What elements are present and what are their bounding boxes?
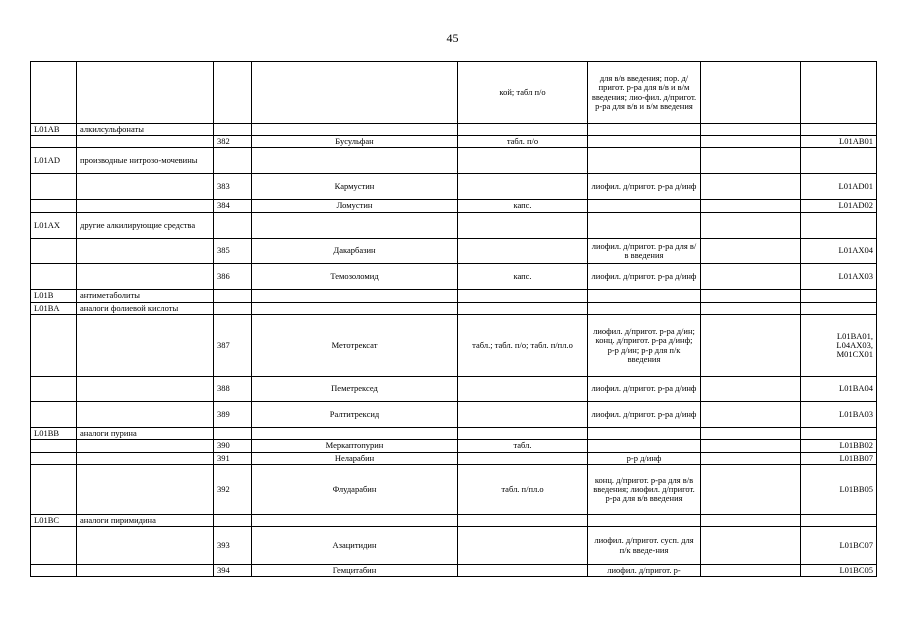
atc-group-code xyxy=(31,465,77,515)
group-name xyxy=(77,440,214,453)
drug-name xyxy=(252,213,458,239)
dosage-form: капс. xyxy=(458,200,588,213)
empty-cell xyxy=(701,515,801,527)
atc-code xyxy=(801,303,877,315)
empty-cell xyxy=(701,315,801,377)
atc-group-code: L01AD xyxy=(31,148,77,174)
empty-cell xyxy=(701,402,801,428)
table-row xyxy=(31,264,877,290)
atc-group-code xyxy=(31,440,77,453)
drug-name: Ломустин xyxy=(252,200,458,213)
empty-cell xyxy=(701,527,801,565)
dosage-form: табл.; табл. п/о; табл. п/пл.о xyxy=(458,315,588,377)
atc-group-code xyxy=(31,136,77,148)
table-row xyxy=(31,377,877,402)
dosage-form-2: лиофил. д/пригот. р-ра для в/в введения xyxy=(588,239,701,264)
empty-cell xyxy=(701,62,801,124)
drug-name xyxy=(252,303,458,315)
dosage-form: табл. п/пл.о xyxy=(458,465,588,515)
group-name xyxy=(77,402,214,428)
dosage-form xyxy=(458,124,588,136)
dosage-form-2: лиофил. д/пригот. р- xyxy=(588,565,701,577)
row-number: 389 xyxy=(214,402,252,428)
drug-table xyxy=(30,61,877,577)
dosage-form-2: лиофил. д/пригот. р-ра д/инф xyxy=(588,264,701,290)
empty-cell xyxy=(701,428,801,440)
group-name: аналоги пиримидина xyxy=(77,515,214,527)
group-name xyxy=(77,465,214,515)
atc-code: L01BB07 xyxy=(801,453,877,465)
row-number xyxy=(214,428,252,440)
atc-group-code xyxy=(31,174,77,200)
row-number: 393 xyxy=(214,527,252,565)
atc-code xyxy=(801,515,877,527)
row-number: 392 xyxy=(214,465,252,515)
row-number: 391 xyxy=(214,453,252,465)
row-number: 388 xyxy=(214,377,252,402)
drug-name xyxy=(252,148,458,174)
atc-group-code xyxy=(31,315,77,377)
drug-name: Темозоломид xyxy=(252,264,458,290)
atc-code: L01BA01, L04AX03, M01CX01 xyxy=(801,315,877,377)
dosage-form xyxy=(458,428,588,440)
dosage-form xyxy=(458,515,588,527)
row-number: 384 xyxy=(214,200,252,213)
atc-group-code: L01BA xyxy=(31,303,77,315)
atc-code: L01AB01 xyxy=(801,136,877,148)
dosage-form: табл. xyxy=(458,440,588,453)
table-row xyxy=(31,515,877,527)
group-name: аналоги пурина xyxy=(77,428,214,440)
atc-code: L01BB02 xyxy=(801,440,877,453)
empty-cell xyxy=(701,453,801,465)
drug-name: Ралтитрексид xyxy=(252,402,458,428)
drug-name: Метотрексат xyxy=(252,315,458,377)
table-row xyxy=(31,148,877,174)
dosage-form-2: лиофил. д/пригот. р-ра д/ин; конц. д/пригот. р-ра д/инф; р-р д/ин; р-р для п/к введения xyxy=(588,315,701,377)
empty-cell xyxy=(701,174,801,200)
dosage-form-2: р-р д/инф xyxy=(588,453,701,465)
drug-name: Неларабин xyxy=(252,453,458,465)
atc-code xyxy=(801,62,877,124)
row-number: 382 xyxy=(214,136,252,148)
empty-cell xyxy=(701,303,801,315)
group-name xyxy=(77,377,214,402)
dosage-form-2: конц. д/пригот. р-ра для в/в введения; лиофил. д/пригот. р-ра для в/в введения xyxy=(588,465,701,515)
group-name xyxy=(77,200,214,213)
row-number: 387 xyxy=(214,315,252,377)
table-row xyxy=(31,428,877,440)
table-row xyxy=(31,527,877,565)
empty-cell xyxy=(701,136,801,148)
atc-code: L01BA04 xyxy=(801,377,877,402)
row-number: 386 xyxy=(214,264,252,290)
atc-group-code: L01BC xyxy=(31,515,77,527)
table-row xyxy=(31,62,877,124)
group-name: алкилсульфонаты xyxy=(77,124,214,136)
dosage-form xyxy=(458,303,588,315)
empty-cell xyxy=(701,213,801,239)
atc-code xyxy=(801,290,877,303)
table-row xyxy=(31,402,877,428)
dosage-form: кой; табл п/о xyxy=(458,62,588,124)
table-row xyxy=(31,440,877,453)
empty-cell xyxy=(701,148,801,174)
empty-cell xyxy=(701,565,801,577)
drug-name: Пеметрексед xyxy=(252,377,458,402)
empty-cell xyxy=(701,124,801,136)
atc-code: L01AX03 xyxy=(801,264,877,290)
group-name xyxy=(77,239,214,264)
empty-cell xyxy=(701,290,801,303)
dosage-form xyxy=(458,148,588,174)
table-row xyxy=(31,213,877,239)
group-name: антиметаболиты xyxy=(77,290,214,303)
empty-cell xyxy=(701,264,801,290)
empty-cell xyxy=(701,440,801,453)
group-name xyxy=(77,315,214,377)
row-number xyxy=(214,303,252,315)
atc-code: L01AX04 xyxy=(801,239,877,264)
group-name xyxy=(77,565,214,577)
atc-group-code xyxy=(31,200,77,213)
dosage-form-2 xyxy=(588,515,701,527)
dosage-form xyxy=(458,453,588,465)
atc-code: L01BC07 xyxy=(801,527,877,565)
dosage-form-2 xyxy=(588,428,701,440)
row-number xyxy=(214,124,252,136)
drug-name xyxy=(252,62,458,124)
dosage-form xyxy=(458,565,588,577)
atc-group-code: L01BB xyxy=(31,428,77,440)
dosage-form: капс. xyxy=(458,264,588,290)
group-name xyxy=(77,527,214,565)
atc-group-code xyxy=(31,453,77,465)
group-name xyxy=(77,136,214,148)
atc-code: L01BA03 xyxy=(801,402,877,428)
dosage-form: табл. п/о xyxy=(458,136,588,148)
row-number xyxy=(214,515,252,527)
atc-group-code: L01AX xyxy=(31,213,77,239)
dosage-form xyxy=(458,377,588,402)
group-name: аналоги фолиевой кислоты xyxy=(77,303,214,315)
dosage-form-2: для в/в введения; пор. д/пригот. р-ра для в/в и в/м введения; лио-фил. д/пригот. р-ра для в/в и в/м введения xyxy=(588,62,701,124)
dosage-form xyxy=(458,402,588,428)
table-row xyxy=(31,290,877,303)
drug-name xyxy=(252,428,458,440)
dosage-form-2: лиофил. д/пригот. р-ра д/инф xyxy=(588,174,701,200)
atc-group-code xyxy=(31,62,77,124)
drug-name: Кармустин xyxy=(252,174,458,200)
drug-name: Бусульфан xyxy=(252,136,458,148)
dosage-form-2: лиофил. д/пригот. р-ра д/инф xyxy=(588,402,701,428)
atc-group-code xyxy=(31,239,77,264)
group-name: другие алкилирующие средства xyxy=(77,213,214,239)
atc-code: L01BC05 xyxy=(801,565,877,577)
atc-code xyxy=(801,124,877,136)
dosage-form-2 xyxy=(588,303,701,315)
dosage-form-2 xyxy=(588,136,701,148)
empty-cell xyxy=(701,239,801,264)
drug-name: Флударабин xyxy=(252,465,458,515)
table-body xyxy=(31,62,877,577)
table-row xyxy=(31,200,877,213)
table-row xyxy=(31,303,877,315)
dosage-form xyxy=(458,527,588,565)
row-number: 390 xyxy=(214,440,252,453)
dosage-form xyxy=(458,174,588,200)
drug-name xyxy=(252,515,458,527)
atc-code: L01BB05 xyxy=(801,465,877,515)
atc-code xyxy=(801,148,877,174)
atc-code: L01AD02 xyxy=(801,200,877,213)
drug-name: Дакарбазин xyxy=(252,239,458,264)
group-name xyxy=(77,264,214,290)
drug-name: Азацитидин xyxy=(252,527,458,565)
atc-code xyxy=(801,428,877,440)
dosage-form-2: лиофил. д/пригот. р-ра д/инф xyxy=(588,377,701,402)
row-number: 385 xyxy=(214,239,252,264)
dosage-form-2 xyxy=(588,148,701,174)
drug-name: Гемцитабин xyxy=(252,565,458,577)
drug-name xyxy=(252,290,458,303)
drug-name xyxy=(252,124,458,136)
row-number xyxy=(214,213,252,239)
atc-code: L01AD01 xyxy=(801,174,877,200)
table-row xyxy=(31,136,877,148)
dosage-form-2 xyxy=(588,440,701,453)
row-number: 383 xyxy=(214,174,252,200)
dosage-form xyxy=(458,239,588,264)
group-name: производные нитрозо-мочевины xyxy=(77,148,214,174)
dosage-form-2 xyxy=(588,124,701,136)
atc-group-code xyxy=(31,565,77,577)
atc-group-code xyxy=(31,527,77,565)
row-number xyxy=(214,148,252,174)
table-row xyxy=(31,465,877,515)
group-name xyxy=(77,174,214,200)
table-row xyxy=(31,565,877,577)
table-row xyxy=(31,315,877,377)
empty-cell xyxy=(701,200,801,213)
atc-code xyxy=(801,213,877,239)
table-row xyxy=(31,174,877,200)
atc-group-code: L01B xyxy=(31,290,77,303)
table-row xyxy=(31,239,877,264)
empty-cell xyxy=(701,465,801,515)
atc-group-code xyxy=(31,264,77,290)
dosage-form-2: лиофил. д/пригот. сусп. для п/к введе-ния xyxy=(588,527,701,565)
dosage-form-2 xyxy=(588,213,701,239)
row-number xyxy=(214,290,252,303)
drug-name: Меркаптопурин xyxy=(252,440,458,453)
dosage-form xyxy=(458,213,588,239)
group-name xyxy=(77,453,214,465)
page-number: 45 xyxy=(446,31,459,45)
empty-cell xyxy=(701,377,801,402)
atc-group-code: L01AB xyxy=(31,124,77,136)
dosage-form-2 xyxy=(588,200,701,213)
dosage-form xyxy=(458,290,588,303)
atc-group-code xyxy=(31,402,77,428)
table-row xyxy=(31,453,877,465)
table-row xyxy=(31,124,877,136)
atc-group-code xyxy=(31,377,77,402)
group-name xyxy=(77,62,214,124)
row-number: 394 xyxy=(214,565,252,577)
row-number xyxy=(214,62,252,124)
dosage-form-2 xyxy=(588,290,701,303)
